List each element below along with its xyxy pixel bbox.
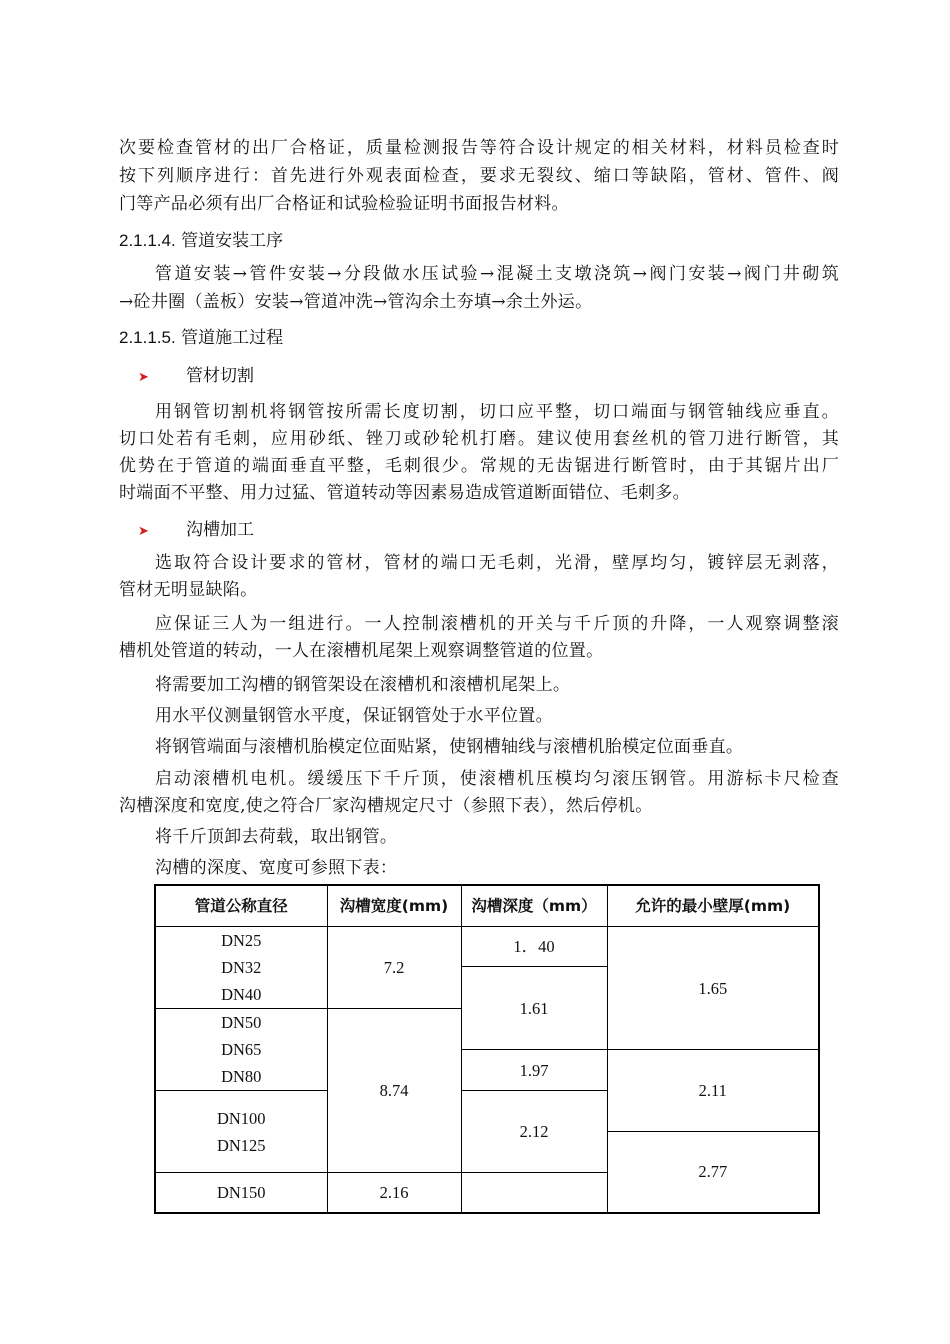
bullet-arrow-icon: ➤ <box>138 370 149 385</box>
section-heading-2115 <box>119 328 283 348</box>
cutting-line-1: 用钢管切割机将钢管按所需长度切割，切口应平整，切口端面与钢管轴线应垂直。 <box>155 402 839 422</box>
dn-cell <box>155 1091 327 1173</box>
header-groove-width: 沟槽宽度(mm) <box>327 885 461 927</box>
bullet-cutting <box>138 366 254 388</box>
cutting-line-3: 优势在于管道的端面垂直平整，毛刺很少。常规的无齿锯进行断管时，由于其锯片出厂 <box>119 456 839 476</box>
groove-dimension-table <box>154 884 820 1214</box>
groove-line-5: 将需要加工沟槽的钢管架设在滚槽机和滚槽机尾架上。 <box>155 675 571 695</box>
groove-line-3: 应保证三人为一组进行。一人控制滚槽机的开关与千斤顶的升降，一人观察调整滚 <box>155 614 839 634</box>
groove-line-9: 沟槽深度和宽度,使之符合厂家沟槽规定尺寸（参照下表），然后停机。 <box>119 796 653 816</box>
dn-value: DN80 <box>221 1067 262 1086</box>
dn-value: DN40 <box>221 985 262 1004</box>
section-number: 2.1.1.5. <box>119 328 176 347</box>
groove-line-6: 用水平仪测量钢管水平度，保证钢管处于水平位置。 <box>155 706 553 726</box>
section-heading-2114 <box>119 231 283 251</box>
groove-line-7: 将钢管端面与滚槽机胎模定位面贴紧，使钢槽轴线与滚槽机胎模定位面垂直。 <box>155 737 744 757</box>
dn-value: DN65 <box>221 1040 262 1059</box>
groove-line-4: 槽机处管道的转动，一人在滚槽机尾架上观察调整管道的位置。 <box>119 641 604 661</box>
dn-value: DN125 <box>216 1135 266 1155</box>
depth-cell: 1．40 <box>461 927 607 967</box>
groove-line-11: 沟槽的深度、宽度可参照下表： <box>155 858 398 878</box>
table-header-row <box>155 885 819 927</box>
dn-value: DN32 <box>221 958 262 977</box>
cutting-line-4: 时端面不平整、用力过猛、管道转动等因素易造成管道断面错位、毛刺多。 <box>119 483 690 503</box>
dn-cell: DN150 <box>155 1173 327 1213</box>
min-wall-cell: 2.77 <box>607 1132 819 1213</box>
width-cell: 7.2 <box>327 927 461 1009</box>
dn-cell <box>155 1009 327 1091</box>
depth-cell: 2.12 <box>461 1091 607 1173</box>
section-number: 2.1.1.4. <box>119 231 176 250</box>
min-wall-cell: 1.65 <box>607 927 819 1050</box>
dn-value: DN100 <box>216 1108 266 1128</box>
process-line-2: →砼井圈（盖板）安装→管道冲洗→管沟余土夯填→余土外运。 <box>119 292 593 312</box>
bullet-arrow-icon: ➤ <box>138 524 149 539</box>
min-wall-cell: 2.11 <box>607 1050 819 1132</box>
section-title: 管道安装工序 <box>181 231 284 251</box>
intro-line-1: 次要检查管材的出厂合格证，质量检测报告等符合设计规定的相关材料，材料员检查时 <box>119 138 839 158</box>
dn-value: DN50 <box>221 1013 262 1032</box>
bullet-label: 管材切割 <box>186 366 254 386</box>
bullet-groove <box>138 520 254 542</box>
width-cell: 8.74 <box>327 1009 461 1173</box>
groove-line-2: 管材无明显缺陷。 <box>119 580 258 600</box>
process-line-1: 管道安装→管件安装→分段做水压试验→混凝土支墩浇筑→阀门安装→阀门井砌筑 <box>155 264 839 284</box>
depth-cell: 2.16 <box>327 1173 461 1213</box>
section-title: 管道施工过程 <box>181 328 284 348</box>
intro-line-3: 门等产品必须有出厂合格证和试验检验证明书面报告材料。 <box>119 194 569 214</box>
header-groove-depth: 沟槽深度（mm） <box>461 885 607 927</box>
depth-cell: 1.97 <box>461 1050 607 1091</box>
depth-cell: 1.61 <box>461 967 607 1050</box>
header-nominal-diameter: 管道公称直径 <box>155 885 327 927</box>
table-row <box>155 927 819 967</box>
bullet-label: 沟槽加工 <box>186 520 254 540</box>
header-min-wall: 允许的最小壁厚(mm) <box>607 885 819 927</box>
cutting-line-2: 切口处若有毛刺，应用砂纸、锉刀或砂轮机打磨。建议使用套丝机的管刀进行断管，其 <box>119 429 839 449</box>
groove-line-10: 将千斤顶卸去荷载，取出钢管。 <box>155 827 398 847</box>
groove-line-1: 选取符合设计要求的管材，管材的端口无毛刺，光滑，壁厚均匀，镀锌层无剥落， <box>155 553 839 573</box>
dn-value: DN25 <box>221 931 262 950</box>
dn-cell <box>155 927 327 1009</box>
intro-line-2: 按下列顺序进行：首先进行外观表面检查，要求无裂纹、缩口等缺陷，管材、管件、阀 <box>119 166 839 186</box>
groove-line-8: 启动滚槽机电机。缓缓压下千斤顶，使滚槽机压模均匀滚压钢管。用游标卡尺检查 <box>155 769 839 789</box>
